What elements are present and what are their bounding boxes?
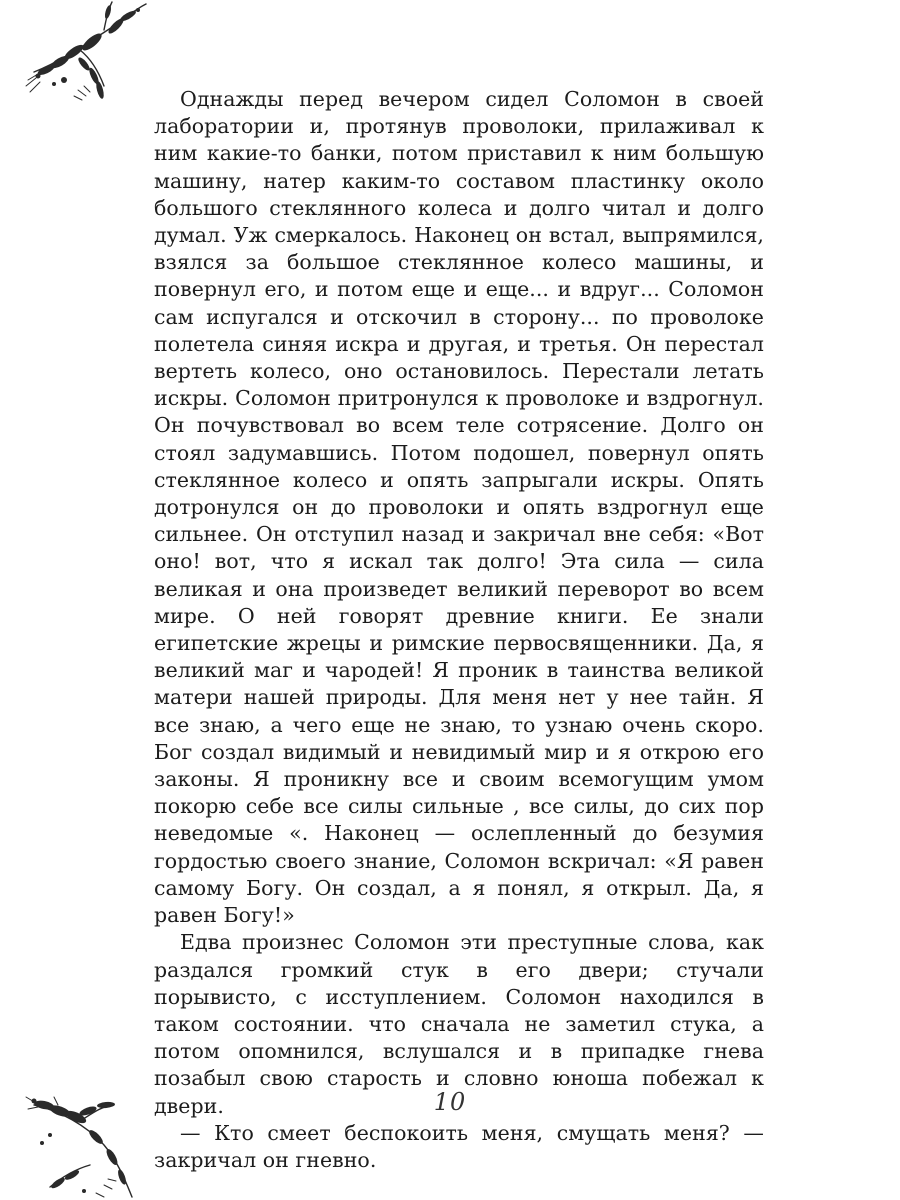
- floral-ornament-top-icon: [20, 0, 150, 110]
- floral-ornament-bottom-icon: [20, 1085, 150, 1200]
- text-body: [154, 86, 764, 1174]
- paragraph-1: Однажды перед вечером сидел Соломон в своей лаборатории и, протянув проволоки, прилаживал к ним какие-то банки, потом приставил к ним большую машину, натер каким-то составом пластинку около большого стеклянного колеса и долго читал и долго думал. Уж смеркалось. Наконец он встал, выпрямился, взялся за большое стеклянное колесо машины, и повернул его, и потом еще и еще... и вдруг... Соломон сам испугался и отскочил в сторону... по проволоке полетела синяя искра и другая, и третья. Он перестал вертеть колесо, оно остановилось. Перестали летать искры. Соломон притронулся к проволоке и вздрогнул. Он почувствовал во всем теле сотрясение. Долго он стоял задумавшись. Потом подошел, повернул опять стеклянное колесо и опять запрыгали искры. Опять дотронулся он до проволоки и опять вздрогнул еще сильнее. Он отступил назад и закричал вне себя: «Вот оно! вот, что я искал так долго! Эта сила — сила великая и она произведет великий переворот во всем мире. О ней говорят древние книги. Ее знали египетские жрецы и римские первосвященники. Да, я великий маг и чародей! Я проник в таинства великой матери нашей природы. Для меня нет у нее тайн. Я все знаю, а чего еще не знаю, то узнаю очень скоро. Бог создал видимый и невидимый мир и я открою его законы. Я проникну все и своим всемогущим умом покорю себе все силы сильные , все силы, до сих пор неведомые «. Наконец — ослепленный до безумия гордостью своего знание, Соломон вскричал: «Я равен самому Богу. Он создал, а я понял, я открыл. Да, я равен Богу!»: [154, 87, 764, 928]
- paragraph-2: Едва произнес Соломон эти преступные слова, как раздался громкий стук в его двери; стучали порывисто, с исступлением. Соломон находился в таком состоянии. что сначала не заметил стука, а потом опомнился, вслушался и в припадке гнева позабыл свою старость и словно юноша побежал к двери.: [154, 930, 764, 1118]
- page-number: 10: [433, 1088, 467, 1116]
- paragraph-3: — Кто смеет беспокоить меня, смущать меня? — закричал он гневно.: [154, 1120, 764, 1172]
